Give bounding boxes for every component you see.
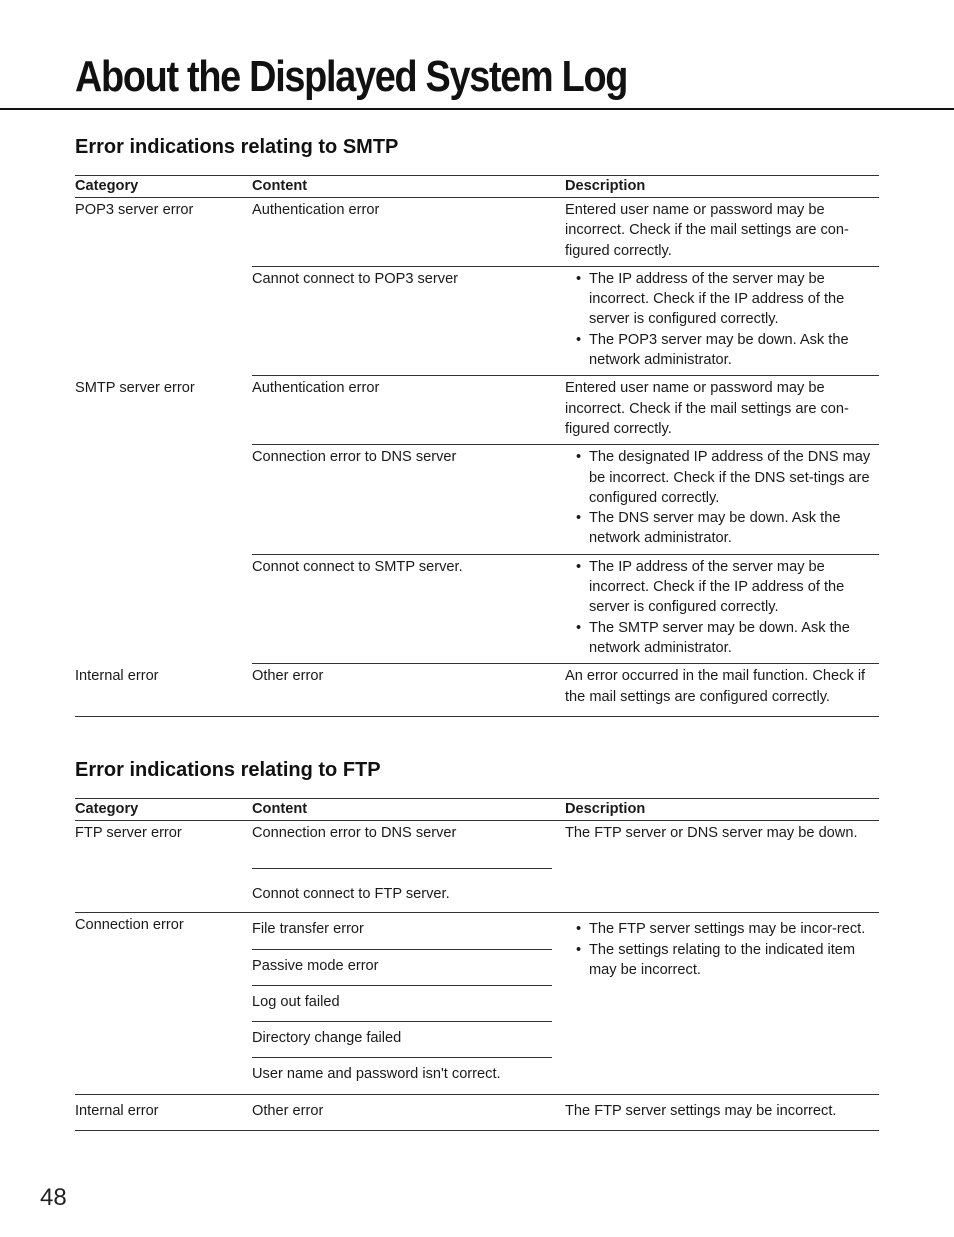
description-bullet: • The DNS server may be down. Ask the network administrator. [589, 508, 879, 549]
category-cell: FTP server error [75, 821, 252, 913]
content-cell: Cannot connect to POP3 server [252, 266, 552, 375]
description-cell: The FTP server settings may be incorrect. [552, 1094, 879, 1130]
description-cell [552, 554, 879, 663]
description-bullet: • The IP address of the server may be incorrect. Check if the IP address of the server is configured correctly. [589, 269, 879, 330]
table-header-row [75, 176, 879, 198]
description-cell [552, 266, 879, 375]
ftp-section-heading: Error indications relating to FTP [75, 759, 381, 781]
description-cell: Entered user name or password may be incorrect. Check if the mail settings are con-figured correctly. [552, 376, 879, 445]
content-cell: File transfer error [252, 913, 552, 949]
header-content: Content [252, 176, 552, 198]
category-cell: POP3 server error [75, 202, 194, 218]
table-row [75, 821, 879, 869]
description-bullet: • The SMTP server may be down. Ask the network administrator. [589, 618, 879, 659]
content-cell: Log out failed [252, 985, 552, 1021]
table-row [75, 664, 879, 717]
content-cell: Connot connect to SMTP server. [252, 554, 552, 663]
header-description: Description [552, 176, 879, 198]
description-cell: Entered user name or password may be incorrect. Check if the mail settings are con-figured correctly. [552, 198, 879, 267]
header-category: Category [75, 176, 252, 198]
table-row [75, 376, 879, 445]
page-title: About the Displayed System Log [75, 52, 628, 101]
content-cell: Connot connect to FTP server. [252, 869, 552, 913]
ftp-error-table [75, 798, 879, 1131]
category-cell: Connection error [75, 913, 252, 1094]
smtp-section-heading: Error indications relating to SMTP [75, 136, 399, 158]
description-bullet: • The designated IP address of the DNS may be incorrect. Check if the DNS set-tings are configured correctly. [589, 447, 879, 508]
content-cell: User name and password isn't correct. [252, 1058, 552, 1094]
category-cell: SMTP server error [75, 379, 195, 396]
smtp-error-table [75, 175, 879, 717]
page-number: 48 [40, 1184, 67, 1211]
description-bullet: • The IP address of the server may be incorrect. Check if the IP address of the server is configured correctly. [589, 557, 879, 618]
description-cell: The FTP server or DNS server may be down. [552, 821, 879, 913]
content-cell: Connection error to DNS server [252, 821, 552, 869]
description-bullet: • The settings relating to the indicated item may be incorrect. [589, 940, 879, 981]
header-description: Description [552, 799, 879, 821]
description-cell [552, 445, 879, 554]
description-cell [552, 913, 879, 1094]
title-rule [0, 108, 954, 110]
description-bullet: • The POP3 server may be down. Ask the network administrator. [589, 330, 879, 371]
table-row [75, 1094, 879, 1130]
header-category: Category [75, 799, 252, 821]
table-header-row [75, 799, 879, 821]
content-cell: Authentication error [252, 198, 552, 267]
content-cell: Authentication error [252, 376, 552, 445]
category-cell: Internal error [75, 1094, 252, 1130]
content-cell: Directory change failed [252, 1022, 552, 1058]
header-content: Content [252, 799, 552, 821]
content-cell: Connection error to DNS server [252, 445, 552, 554]
table-row [75, 198, 879, 267]
content-cell: Passive mode error [252, 949, 552, 985]
category-cell: Internal error [75, 664, 252, 717]
table-row [75, 913, 879, 949]
description-cell: An error occurred in the mail function. Check if the mail settings are configured correctly. [552, 664, 879, 717]
content-cell: Other error [252, 664, 552, 717]
content-cell: Other error [252, 1094, 552, 1130]
description-bullet: • The FTP server settings may be incor-rect. [589, 919, 879, 939]
